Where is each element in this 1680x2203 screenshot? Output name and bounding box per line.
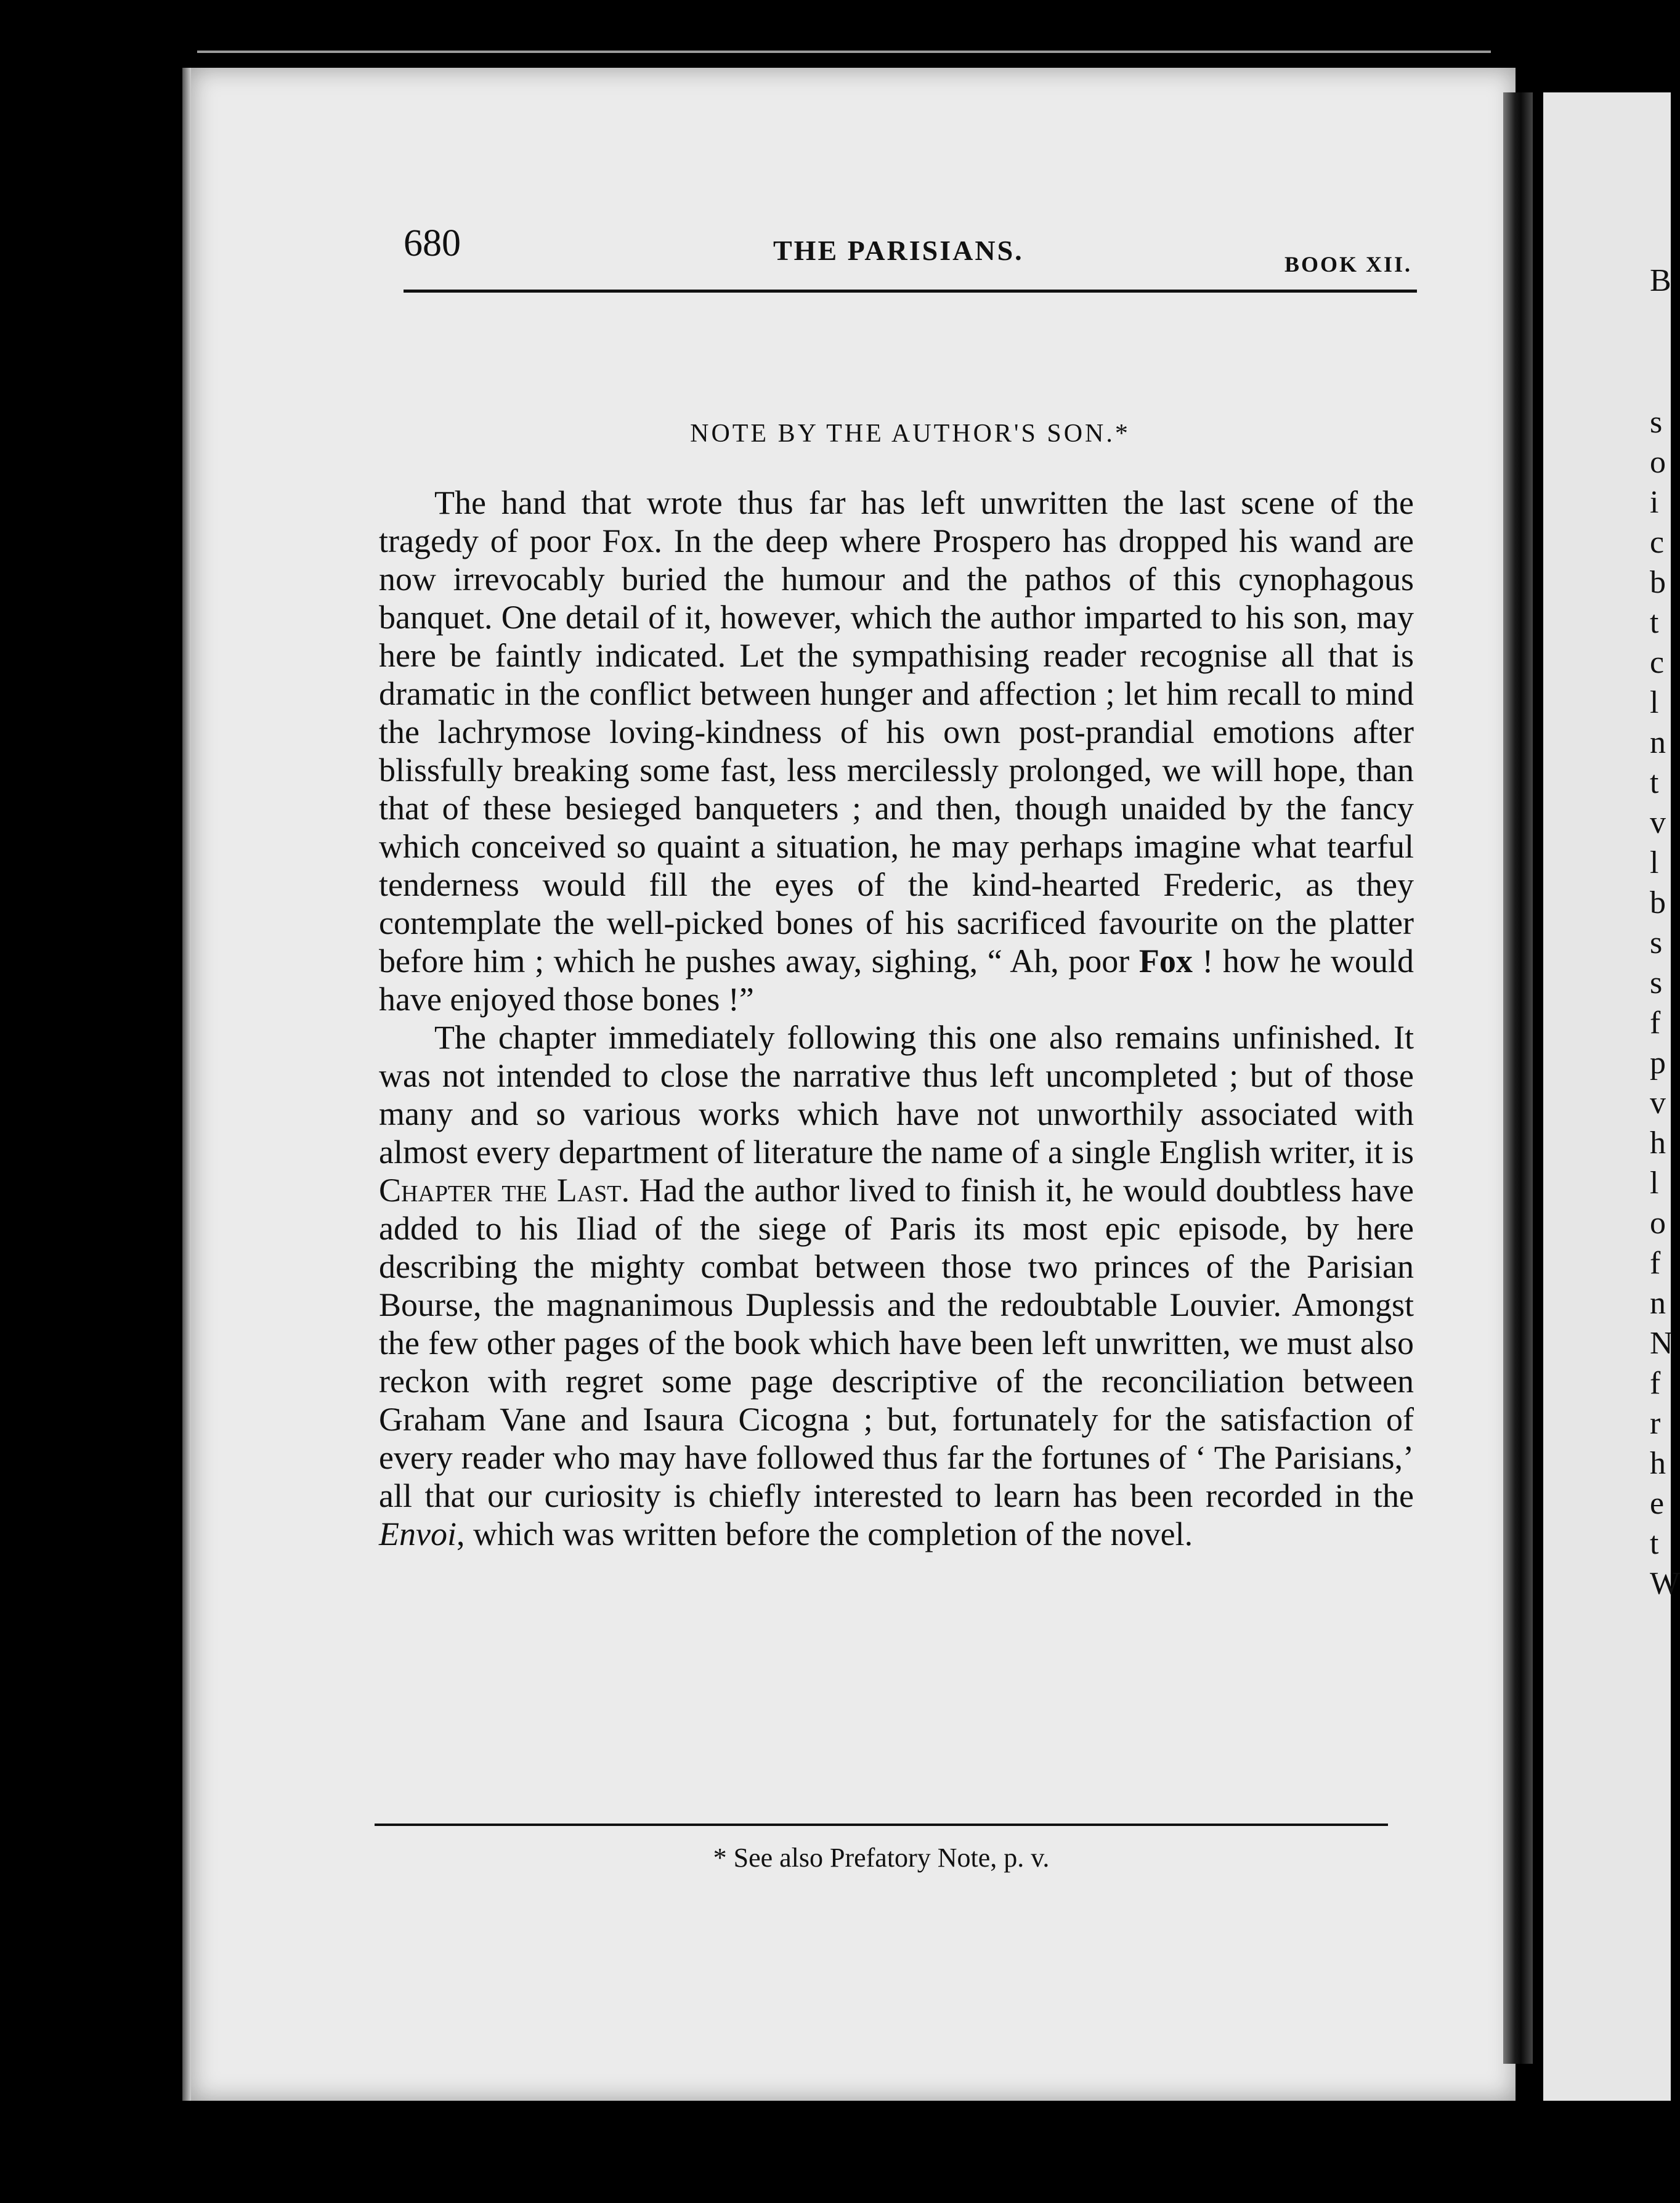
right-page-letter: W (1650, 1566, 1680, 1601)
right-page-letter: l (1650, 685, 1659, 720)
right-page-letter: l (1650, 845, 1659, 880)
paragraph-2-text: The chapter immediately following this one also remains unfinished. It was not intended to close the narrative thus left uncompleted ; but of those many and so various works which have not unworthily associated with almost every department of literature the name of a single English writer, it is (379, 1019, 1414, 1170)
right-page-letter: c (1650, 645, 1665, 680)
paragraph-1-end: ! how he would have enjoyed those bones !” (379, 943, 1414, 1018)
right-page-letter: o (1650, 445, 1666, 480)
paragraph-2-smallcaps: Chapter the Last (379, 1172, 622, 1209)
header-rule (404, 290, 1417, 293)
page-left-edge (182, 68, 191, 2101)
right-page-letter: v (1650, 805, 1666, 840)
right-page-letter: f (1650, 1366, 1661, 1401)
paragraph-2 (379, 1018, 1414, 1553)
footnote-rule (375, 1824, 1388, 1826)
right-page-letter: s (1650, 405, 1663, 440)
right-page-letter: e (1650, 1486, 1665, 1521)
right-page-letter: s (1650, 965, 1663, 1000)
right-page-letter: N (1650, 1326, 1673, 1361)
right-page-letter: t (1650, 605, 1659, 640)
paragraph-2-mid: . Had the author lived to finish it, he would doubtless have added to his Iliad of the siege of Paris its most epic episode, by here describing the mighty combat between those two princes of the Parisian Bourse, the magnanimous Duplessis and the redoubtable Louvier. Amongst the few other pages of the book which have been left unwritten, we must also reckon with regret some page descriptive of the reconciliation between Graham Vane and Isaura Cicogna ; but, fortunately for the satisfaction of every reader who may have followed thus far the fortunes of ‘ The Parisians,’ all that our curiosity is chiefly interested to learn has been recorded in the (379, 1172, 1414, 1514)
right-page-letter: p (1650, 1045, 1666, 1081)
paragraph-2-italic: Envoi (379, 1515, 457, 1552)
right-page-letter: o (1650, 1206, 1666, 1241)
right-page-letter: l (1650, 1166, 1659, 1201)
right-page-letter: b (1650, 885, 1666, 920)
paragraph-1-bold: Fox (1138, 943, 1193, 980)
right-page-letter: n (1650, 725, 1666, 760)
note-heading: NOTE BY THE AUTHOR'S SON.* (690, 420, 1130, 448)
footnote: * See also Prefatory Note, p. v. (713, 1843, 1050, 1873)
paragraph-2-end: , which was written before the completion of the novel. (456, 1515, 1193, 1552)
right-page-letter: b (1650, 565, 1666, 600)
right-page-letter: c (1650, 525, 1665, 560)
running-title: THE PARISIANS. (773, 235, 1024, 266)
paragraph-1 (379, 484, 1414, 1018)
right-page-letter: f (1650, 1246, 1661, 1281)
right-page-letter: h (1650, 1446, 1666, 1481)
right-page-letter: h (1650, 1126, 1666, 1161)
right-page-letter: n (1650, 1286, 1666, 1321)
body-text (379, 484, 1414, 1802)
right-page-letter: s (1650, 925, 1663, 960)
page-number: 680 (404, 222, 461, 264)
right-page-letter: B (1650, 263, 1671, 298)
paragraph-1-text: The hand that wrote thus far has left unwritten the last scene of the tragedy of poor Fox. In the deep where Prospero has dropped his wand are now irrevocably buried the humour and the pathos of this cynophagous banquet. One detail of it, however, which the author imparted to his son, may here be faintly indicated. Let the sympathising reader recognise all that is dramatic in the conflict between hunger and affection ; let him recall to mind the lachrymose loving-kindness of his own post-prandial emotions after blissfully breaking some fast, less mercilessly prolonged, we will hope, than that of these besieged banqueters ; and then, though unaided by the fancy which conceived so quaint a situation, he may perhaps imagine what tearful tenderness would fill the eyes of the kind-hearted Frederic, as they contemplate the well-picked bones of his sacrificed favourite on the platter before him ; which he pushes away, sighing, “ Ah, poor (379, 484, 1414, 980)
right-page-letter: v (1650, 1085, 1666, 1121)
right-page-letter: t (1650, 765, 1659, 800)
right-page-letter: f (1650, 1005, 1661, 1041)
right-page-letter: t (1650, 1526, 1659, 1561)
book-label: BOOK XII. (1284, 252, 1413, 277)
book-gutter (1503, 92, 1533, 2064)
page-header (404, 222, 1417, 290)
right-page-letter: r (1650, 1406, 1661, 1441)
right-page-letter: i (1650, 485, 1659, 520)
